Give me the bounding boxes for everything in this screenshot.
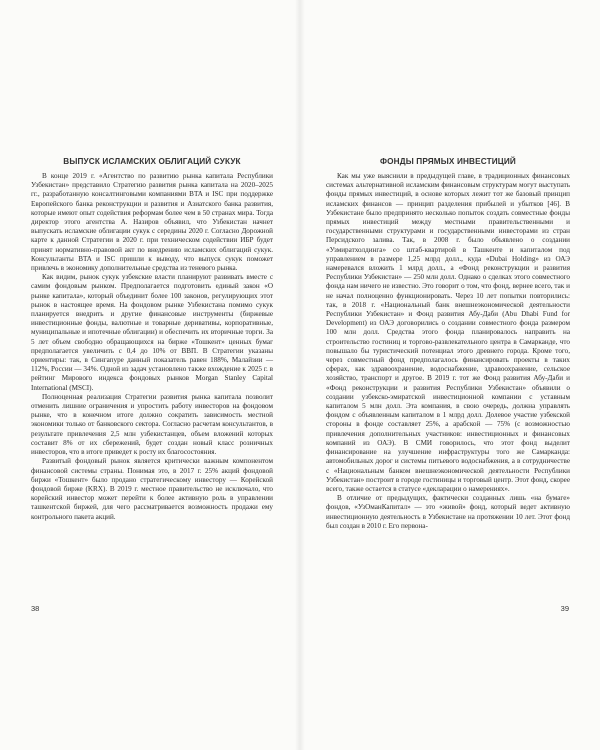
left-page: [0, 0, 298, 750]
paragraph: Развитый фондовый рынок является критически важным компонентом финансовой системы страны. Понимая это, в 2017 г. 25% акций фондовой биржи «Тошкент» было продано стратегическому инвестору — Корейской фондовой бирже (KRX). В 2019 г. местное правительство не исключало, что корейский инвестор может перейти к более активную роль в управлении ташкентской биржей, для чего рассматривается возможность продажи ему контрольного пакета акций.: [31, 457, 273, 521]
paragraph: В отличие от предыдущих, фактически созданных лишь «на бумаге» фондов, «УзОманКапитал» — это «живой» фонд, который ведет активную инвестиционную деятельность в Узбекистане на протяжении 10 лет. Этот фонд был создан в 2010 г. Его первона-: [326, 494, 570, 530]
right-page: [302, 0, 600, 750]
left-text-column: [31, 157, 273, 522]
right-text-column: [326, 157, 570, 531]
paragraph: Полноценная реализация Стратегии развития рынка капитала позволит отменить лишние ограничения и упростить работу инвесторов на фондовом рынке, что в конечном итоге должно сократить зависимость местной экономики только от банковского сектора. Согласно расчетам консультантов, в результате привлечения 2,5 млн узбекистанцев, объем вложений которых составит 8% от их сбережений, будет создан новый класс розничных инвесторов, что в итоге приведет к росту их благосостояния.: [31, 392, 273, 457]
section-heading-sukuk: ВЫПУСК ИСЛАМСКИХ ОБЛИГАЦИЙ СУКУК: [63, 157, 241, 166]
page-number-right: 39: [560, 604, 569, 613]
paragraph: Как мы уже выяснили в предыдущей главе, в традиционных финансовых системах альтернативной исламским финансовым структурам могут выступать фонды прямых инвестиций, в основе которых лежит тот же базовый принцип исламских финансов — принцип разделения прибылей и убытков [46]. В Узбекистане было предпринято несколько попыток создать совместные фонды прямых инвестиций между местными правительственными и государственными структурами и государственными инвесторами из стран Персидского залива. Так, в 2008 г. было объявлено о создании «Узмиратхолдинга» со штаб-квартирой в Ташкенте и капиталом под управлением в размере 1,25 млрд долл., куда «Dubai Holding» из ОАЭ намеревался вложить 1 млрд долл., а «Фонд реконструкции и развития Республики Узбекистан» — 250 млн долл. Однако о сделках этого совместного фонда нам ничего не известно. Это говорит о том, что фонд, вернее всего, так и не начал полноценно функционировать. Через 10 лет попытки повторились: так, в 2018 г. «Национальный банк внешнеэкономической деятельности Республики Узбекистан» и Фонд развития Абу-Даби (Abu Dhabi Fund for Development) из ОАЭ договорились о создании совместного фонда размером 100 млн долл. Средства этого фонда планировалось направить на строительство гостиниц и торгово-развлекательного центра в Самарканде, что повышало бы туристический потенциал этого древнего города. Кроме того, через совместный фонд предполагалось финансировать проекты в таких сферах, как здравоохранение, водоснабжение, здравоохранение, сельское хозяйство, транспорт и другое. В 2019 г. тот же Фонд развития Абу-Даби и «Фонд реконструкции и развития Республики Узбекистан» объявили о создании узбекско-эмиратской инвестиционной компании с уставным капиталом 5 млн долл. Эта компания, в свою очередь, должна управлять фондом с объявленным капиталом в 1 млрд долл. Долевое участие узбекской стороны в фонде составляет 25%, а арабской — 75% (с возможностью привлечения дополнительных участников: инвестиционных и финансовых компаний из ОАЭ). В СМИ говорилось, что этот фонд выделит финансирование на улучшение инфраструктуры того же Самарканда: автомобильных дорог и системы питьевого водоснабжения, а в сотрудничестве с «Национальным банком внешнеэкономической деятельности Республики Узбекистан» построит в городе гостиницы и торговый центр. Этот фонд, скорее всего, также остается в статусе «декларации о намерениях».: [326, 172, 570, 493]
paragraph: В конце 2019 г. «Агентство по развитию рынка капитала Республики Узбекистан» представило Стратегию развития рынка капитала на 2020–2025 гг., разработанную консалтинговыми компаниями BTA и ISC при поддержке Европейского банка реконструкции и развития и Азиатского банка развития, которые имеют опыт содействия реформам более чем в 50 странах мира. Тогда директор этого агентства А. Назиров объявил, что Узбекистан начнет выпускать исламские облигации сукук с середины 2020 г. Согласно Дорожной карте к данной Стратегии в 2020 г. при техническом содействии ИБР будет принят нормативно-правовой акт по внедрению исламских облигаций сукук. Консультанты BTA и ISC пришли к выводу, что выпуск сукук поможет привлечь в экономику дополнительные средства из теневого рынка.: [31, 172, 273, 273]
section-heading-private-equity-funds: ФОНДЫ ПРЯМЫХ ИНВЕСТИЦИЙ: [380, 157, 516, 166]
page-number-left: 38: [31, 604, 40, 613]
paragraph: Как видим, рынок сукук узбекские власти планируют развивать вместе с самим фондовым рынком. Предполагается подготовить единый закон «О рынке капитала», который объединит более 100 законов, регулирующих этот рынок в настоящее время. На фондовом рынке Узбекистана помимо сукук планируется внедрить и другие финансовые инструменты (биржевые инвестиционные фонды, валютные и товарные деривативы, корпоративные, муниципальные и ипотечные облигации) и обеспечить их вторичные торги. За 5 лет объем свободно обращающихся на бирже «Тошкент» ценных бумаг предполагается увеличить с 0,4 до 10% от ВВП. В Стратегии указаны ориентиры: так, в Сингапуре данный показатель равен 188%, Малайзии — 112%, России — 34%. Одной из задач установлено также вхождение к 2025 г. в рейтинг Мирового индекса фондовых рынков Morgan Stanley Capital International (MSCI).: [31, 273, 273, 392]
